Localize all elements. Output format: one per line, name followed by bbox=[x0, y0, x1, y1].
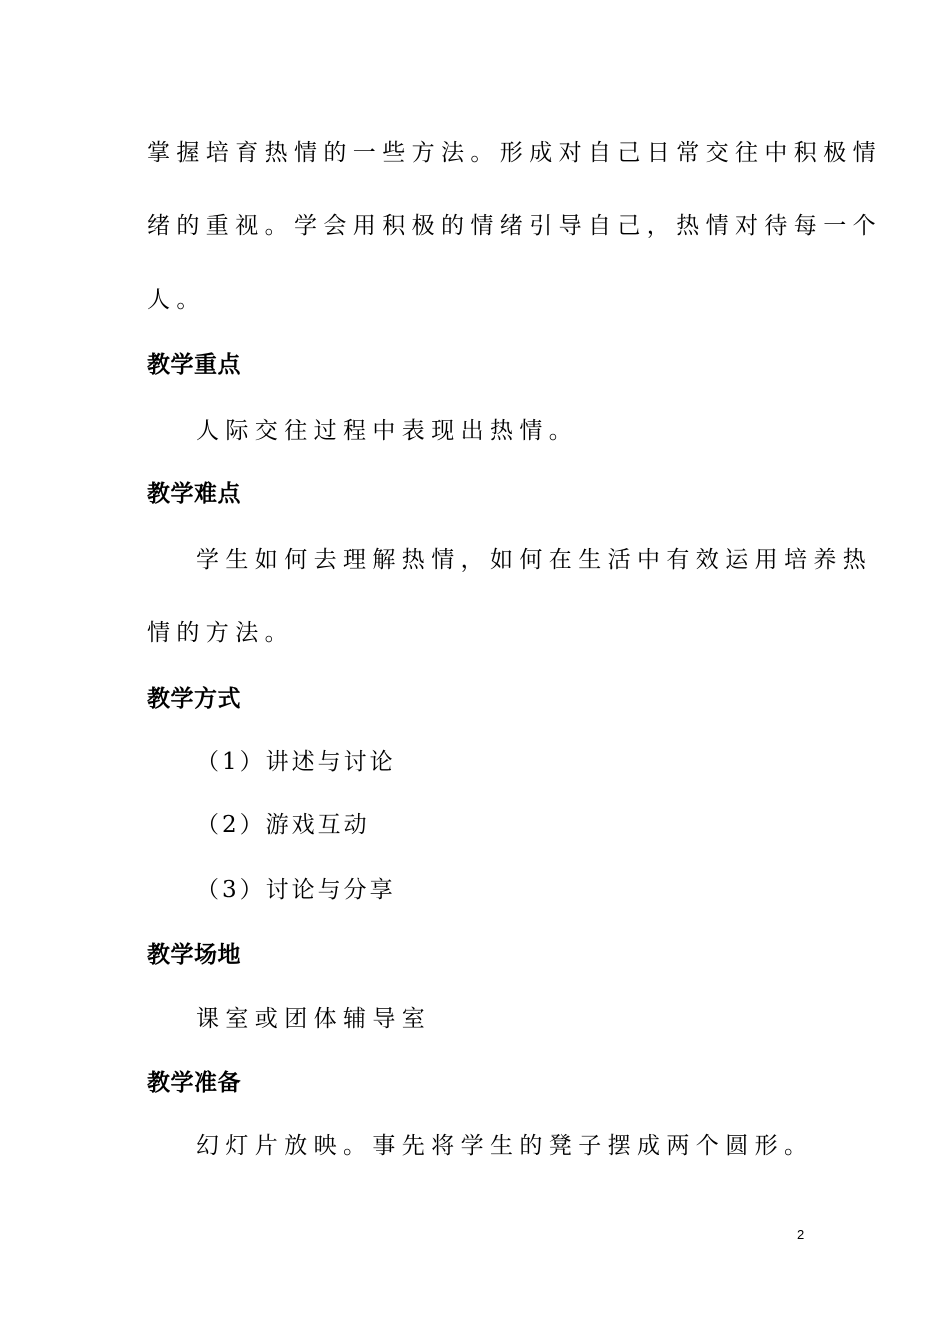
heading-difficulty: 教学难点 bbox=[147, 481, 241, 507]
difficulty-line-1: 学生如何去理解热情，如何在生活中有效运用培养热 bbox=[196, 547, 873, 573]
difficulty-line-2: 情的方法。 bbox=[147, 620, 294, 646]
heading-method: 教学方式 bbox=[147, 686, 241, 712]
method-item-2: （2）游戏互动 bbox=[196, 812, 370, 838]
method-item-3: （3）讨论与分享 bbox=[196, 877, 396, 903]
intro-line-1: 掌握培育热情的一些方法。形成对自己日常交往中积极情 bbox=[147, 140, 882, 166]
heading-venue: 教学场地 bbox=[147, 942, 241, 968]
heading-preparation: 教学准备 bbox=[147, 1070, 241, 1096]
venue-text: 课室或团体辅导室 bbox=[196, 1006, 432, 1032]
key-point-text: 人际交往过程中表现出热情。 bbox=[196, 418, 579, 444]
preparation-text: 幻灯片放映。事先将学生的凳子摆成两个圆形。 bbox=[196, 1133, 814, 1159]
intro-line-3: 人。 bbox=[147, 287, 206, 313]
heading-key-point: 教学重点 bbox=[147, 352, 241, 378]
intro-line-2: 绪的重视。学会用积极的情绪引导自己，热情对待每一个 bbox=[147, 213, 882, 239]
page-number: 2 bbox=[797, 1227, 805, 1242]
method-item-1: （1）讲述与讨论 bbox=[196, 749, 396, 775]
